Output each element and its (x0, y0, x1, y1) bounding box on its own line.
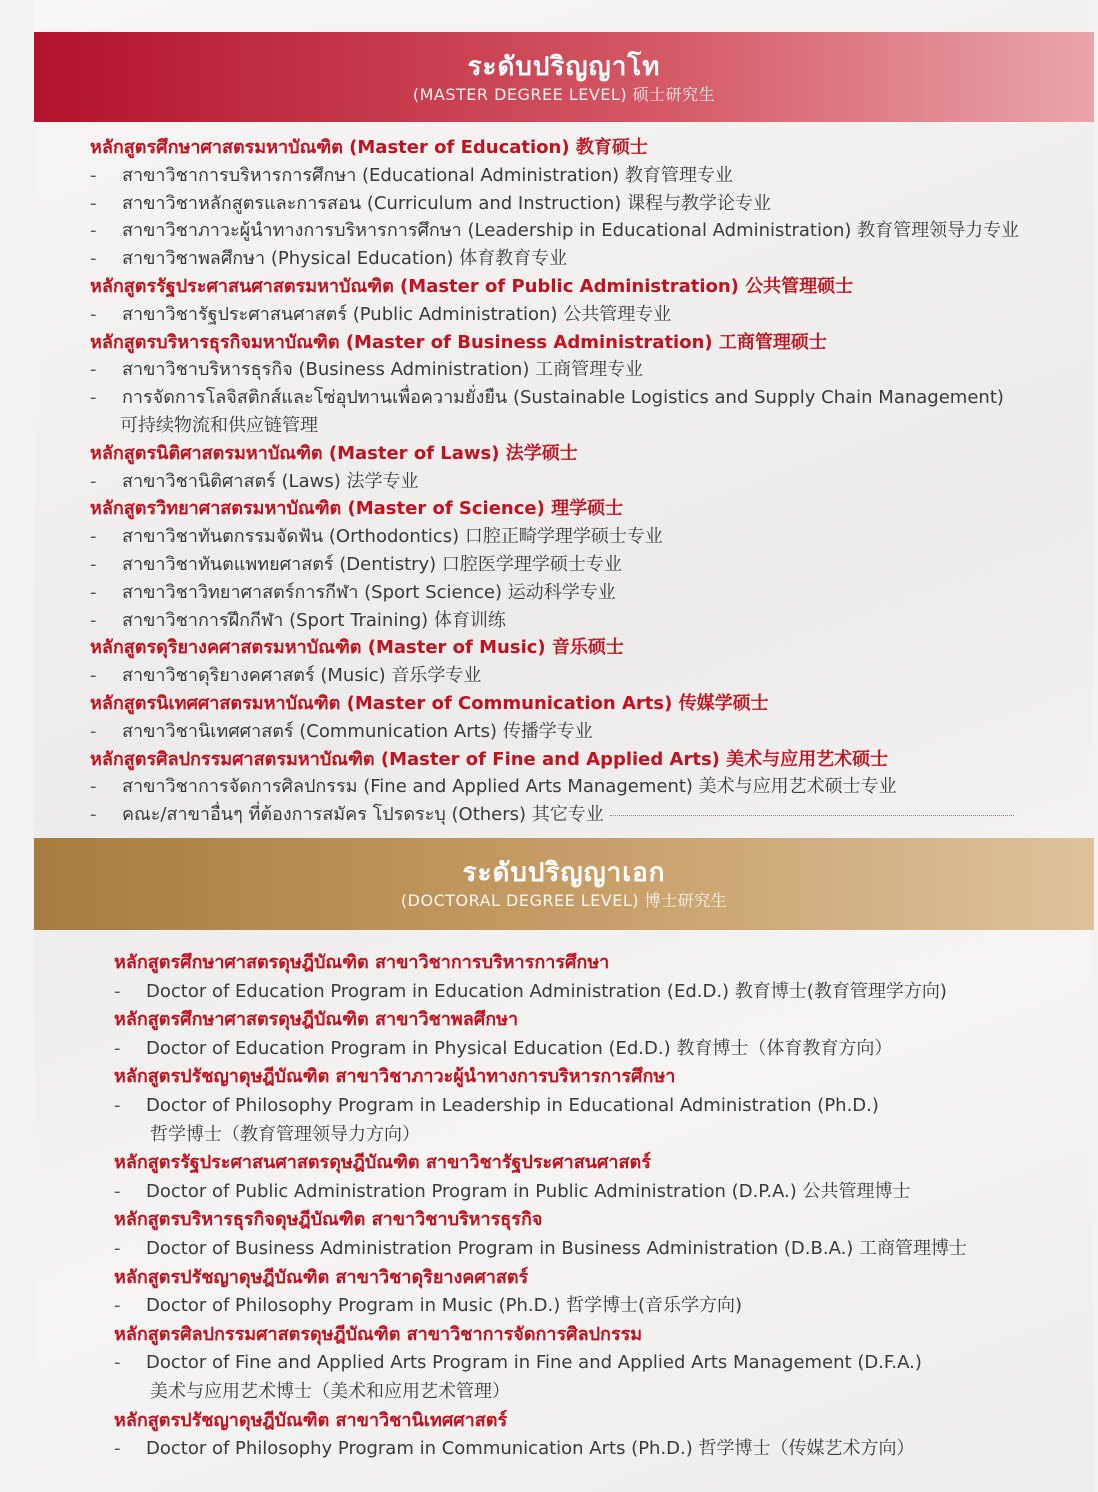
list-dash: - (90, 804, 97, 826)
list-dash: - (90, 665, 97, 687)
program-item-text: Doctor of Education Program in Physical Education (Ed.D.) 教育博士（体育教育方向） (146, 1037, 893, 1059)
program-item-text: สาขาวิชาการจัดการศิลปกรรม (Fine and Applied Arts Management) 美术与应用艺术硕士专业 (122, 776, 897, 798)
program-item (114, 1092, 967, 1121)
program-item-text: การจัดการโลจิสติกส์และโซ่อุปทานเพื่อความยั่งยืน (Sustainable Logistics and Supply Chain Management) (122, 387, 1004, 409)
other-program-item (90, 801, 1019, 829)
program-item-text: สาขาวิชารัฐประศาสนศาสตร์ (Public Administration) 公共管理专业 (122, 303, 672, 325)
program-item-continuation: 哲学博士（教育管理领导力方向） (150, 1123, 420, 1145)
program-item (90, 162, 1019, 190)
program-item (90, 190, 1019, 218)
master-program-list (90, 134, 1019, 829)
program-item (114, 1292, 967, 1321)
program-heading: หลักสูตรบริหารธุรกิจมหาบัณฑิต (Master of Business Administration) 工商管理硕士 (90, 331, 827, 353)
program-item (90, 662, 1019, 690)
program-item-text: Doctor of Philosophy Program in Music (Ph.D.) 哲学博士(音乐学方向) (146, 1295, 743, 1317)
list-dash: - (114, 980, 121, 1002)
program-item (114, 1035, 967, 1064)
program-item-text: สาขาวิชาหลักสูตรและการสอน (Curriculum and Instruction) 课程与教学论专业 (122, 192, 771, 214)
list-dash: - (90, 553, 97, 575)
list-dash: - (90, 776, 97, 798)
program-item-text: Doctor of Philosophy Program in Leadership in Educational Administration (Ph.D.) (146, 1094, 879, 1116)
master-level-banner (34, 32, 1094, 122)
doctoral-level-title: ระดับปริญญาเอก (462, 858, 666, 888)
list-dash: - (90, 220, 97, 242)
program-item-text: สาขาวิชาการฝึกกีฬา (Sport Training) 体育训练 (122, 609, 506, 631)
program-item-text: สาขาวิชาดุริยางคศาสตร์ (Music) 音乐学专业 (122, 665, 482, 687)
doctoral-level-subtitle: (DOCTORAL DEGREE LEVEL) 博士研究生 (400, 891, 728, 910)
program-item (90, 773, 1019, 801)
list-dash: - (90, 609, 97, 631)
program-item-continuation: 美术与应用艺术博士（美术和应用艺术管理） (150, 1380, 510, 1402)
program-heading: หลักสูตรดุริยางคศาสตรมหาบัณฑิต (Master of Music) 音乐硕士 (90, 637, 624, 659)
program-item-text: สาขาวิชาวิทยาศาสตร์การกีฬา (Sport Science) 运动科学专业 (122, 581, 616, 603)
program-heading: หลักสูตรศิลปกรรมศาสตรมหาบัณฑิต (Master of Fine and Applied Arts) 美术与应用艺术硕士 (90, 748, 889, 770)
program-item (90, 718, 1019, 746)
program-heading: หลักสูตรรัฐประศาสนศาสตรมหาบัณฑิต (Master of Public Administration) 公共管理硕士 (90, 275, 854, 297)
program-item (90, 245, 1019, 273)
program-item (114, 1349, 967, 1378)
program-item (114, 1235, 967, 1264)
program-item (90, 301, 1019, 329)
program-heading: หลักสูตรนิเทศศาสตรมหาบัณฑิต (Master of Communication Arts) 传媒学硕士 (90, 692, 769, 714)
program-item-text: Doctor of Education Program in Education Administration (Ed.D.) 教育博士(教育管理学方向) (146, 980, 947, 1002)
program-item (90, 523, 1019, 551)
list-dash: - (114, 1180, 121, 1202)
list-dash: - (114, 1037, 121, 1059)
program-item (114, 1435, 967, 1464)
program-heading: หลักสูตรปรัชญาดุษฎีบัณฑิต สาขาวิชาดุริยางคศาสตร์ (114, 1266, 529, 1288)
program-item-text: สาขาวิชาภาวะผู้นำทางการบริหารการศึกษา (Leadership in Educational Administration) 教育管理领导力专业 (122, 220, 1020, 242)
program-item-text: สาขาวิชานิเทศศาสตร์ (Communication Arts) 传播学专业 (122, 720, 593, 742)
others-fill-in-line (610, 815, 1014, 816)
program-item (90, 384, 1019, 412)
program-item-text: สาขาวิชาทันตกรรมจัดฟัน (Orthodontics) 口腔正畸学理学硕士专业 (122, 526, 663, 548)
program-heading: หลักสูตรศึกษาศาสตรดุษฎีบัณฑิต สาขาวิชาพลศึกษา (114, 1009, 519, 1031)
master-level-subtitle: (MASTER DEGREE LEVEL) 硕士研究生 (412, 85, 716, 104)
program-item-text: สาขาวิชาการบริหารการศึกษา (Educational Administration) 教育管理专业 (122, 164, 733, 186)
list-dash: - (90, 720, 97, 742)
list-dash: - (90, 303, 97, 325)
program-item-text: Doctor of Fine and Applied Arts Program in Fine and Applied Arts Management (D.F.A.) (146, 1352, 922, 1374)
program-item (90, 217, 1019, 245)
program-heading: หลักสูตรรัฐประศาสนศาสตรดุษฎีบัณฑิต สาขาวิชารัฐประศาสนศาสตร์ (114, 1152, 651, 1174)
program-item (90, 607, 1019, 635)
list-dash: - (90, 248, 97, 270)
list-dash: - (114, 1094, 121, 1116)
list-dash: - (114, 1352, 121, 1374)
program-heading: หลักสูตรศึกษาศาสตรดุษฎีบัณฑิต สาขาวิชาการบริหารการศึกษา (114, 952, 610, 973)
list-dash: - (90, 164, 97, 186)
program-heading: หลักสูตรบริหารธุรกิจดุษฎีบัณฑิต สาขาวิชาบริหารธุรกิจ (114, 1209, 543, 1231)
program-item (90, 468, 1019, 496)
program-item-text: สาขาวิชานิติศาสตร์ (Laws) 法学专业 (122, 470, 419, 492)
program-heading: หลักสูตรปรัชญาดุษฎีบัณฑิต สาขาวิชานิเทศศาสตร์ (114, 1409, 508, 1431)
master-level-title: ระดับปริญญาโท (467, 52, 661, 82)
list-dash: - (114, 1237, 121, 1259)
program-item (114, 978, 967, 1007)
program-item (90, 579, 1019, 607)
program-heading: หลักสูตรศึกษาศาสตรมหาบัณฑิต (Master of Education) 教育硕士 (90, 137, 648, 158)
list-dash: - (90, 387, 97, 409)
program-item-text: สาขาวิชาพลศึกษา (Physical Education) 体育教育专业 (122, 248, 568, 270)
program-item-text: สาขาวิชาทันตแพทยศาสตร์ (Dentistry) 口腔医学理学硕士专业 (122, 553, 622, 575)
list-dash: - (90, 192, 97, 214)
list-dash: - (114, 1438, 121, 1460)
program-item (114, 1178, 967, 1207)
program-item-text: สาขาวิชาบริหารธุรกิจ (Business Administration) 工商管理专业 (122, 359, 644, 381)
program-item-continuation: 可持续物流和供应链管理 (120, 414, 318, 436)
program-heading: หลักสูตรวิทยาศาสตรมหาบัณฑิต (Master of Science) 理学硕士 (90, 498, 624, 520)
list-dash: - (90, 526, 97, 548)
program-item-text: Doctor of Philosophy Program in Communication Arts (Ph.D.) 哲学博士（传媒艺术方向） (146, 1438, 915, 1460)
list-dash: - (90, 359, 97, 381)
program-item (90, 551, 1019, 579)
program-heading: หลักสูตรนิติศาสตรมหาบัณฑิต (Master of Laws) 法学硕士 (90, 442, 578, 464)
list-dash: - (90, 470, 97, 492)
program-heading: หลักสูตรศิลปกรรมศาสตรดุษฎีบัณฑิต สาขาวิชาการจัดการศิลปกรรม (114, 1323, 643, 1345)
program-heading: หลักสูตรปรัชญาดุษฎีบัณฑิต สาขาวิชาภาวะผู้นำทางการบริหารการศึกษา (114, 1066, 676, 1088)
program-item (90, 356, 1019, 384)
program-item-text: คณะ/สาขาอื่นๆ ที่ต้องการสมัคร โปรดระบุ (Others) 其它专业 (122, 804, 604, 826)
program-item-text: Doctor of Business Administration Program in Business Administration (D.B.A.) 工商管理博士 (146, 1237, 968, 1259)
doctoral-program-list (114, 949, 967, 1464)
doctoral-level-banner (34, 838, 1094, 930)
program-item-text: Doctor of Public Administration Program in Public Administration (D.P.A.) 公共管理博士 (146, 1180, 911, 1202)
list-dash: - (90, 581, 97, 603)
list-dash: - (114, 1295, 121, 1317)
